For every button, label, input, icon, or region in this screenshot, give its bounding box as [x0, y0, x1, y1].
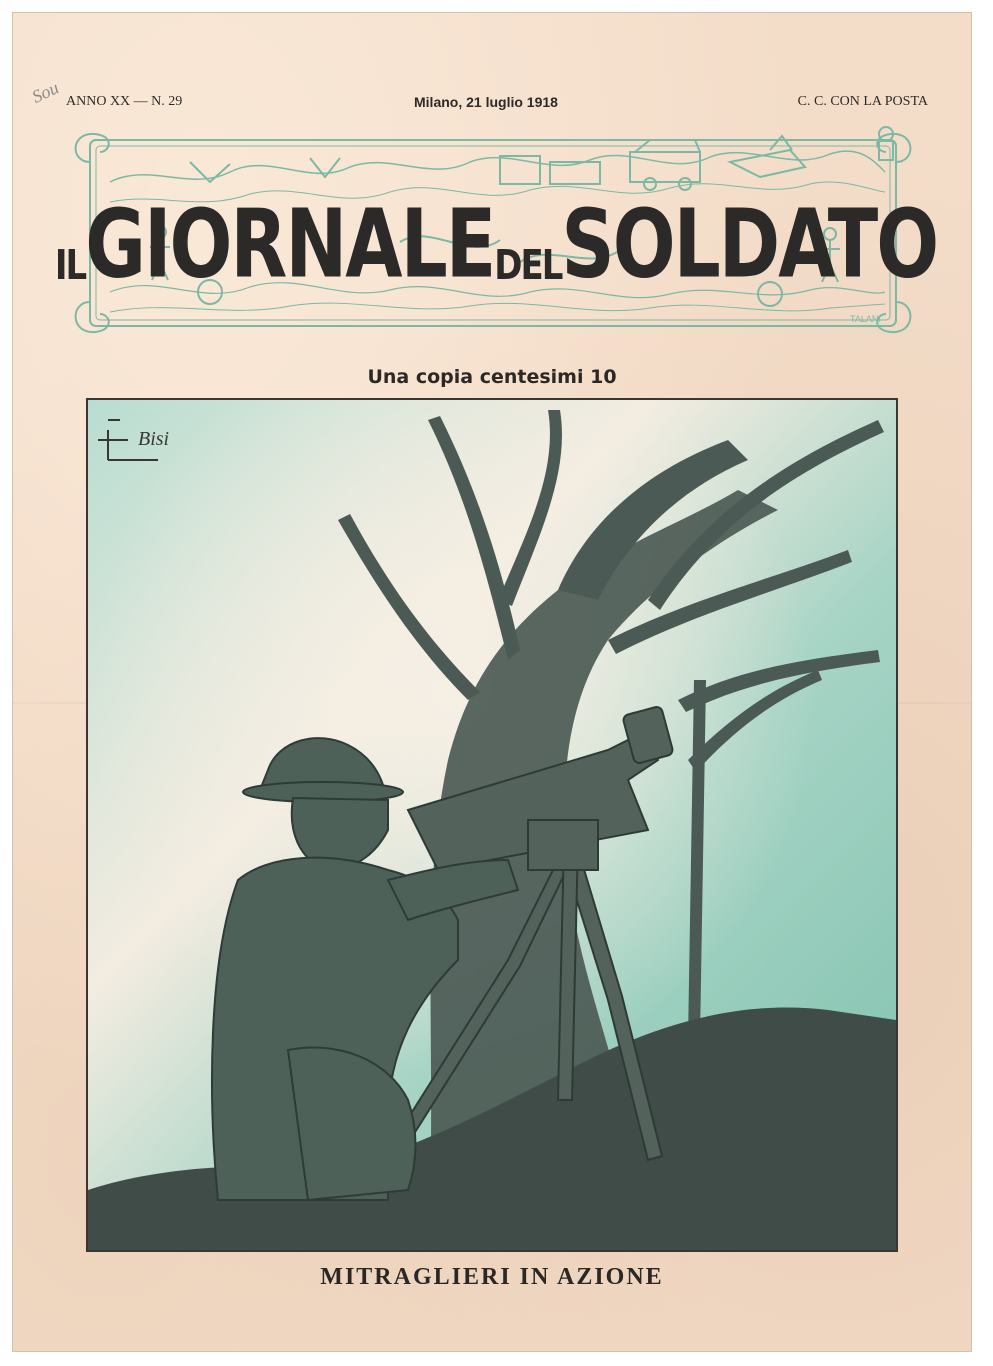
header-line — [12, 94, 972, 114]
issue-number: ANNO XX — N. 29 — [66, 94, 183, 109]
cover-illustration — [86, 398, 898, 1252]
title-del: DEL — [494, 242, 562, 290]
newspaper-page — [12, 12, 972, 1352]
issue-date: Milano, 21 luglio 1918 — [414, 94, 558, 110]
price-line: Una copia centesimi 10 — [367, 366, 617, 388]
newspaper-title — [54, 189, 938, 300]
title-il: IL — [54, 242, 86, 290]
masthead — [54, 122, 938, 344]
pencil-note: Sou — [28, 77, 62, 107]
postal-note: C. C. CON LA POSTA — [797, 94, 928, 109]
machine-gunner-drawing — [88, 400, 896, 1250]
title-giornale: GIORNALE — [85, 189, 495, 300]
engraver-name: TALANI — [850, 314, 881, 324]
illustration-caption: MITRAGLIERI IN AZIONE — [320, 1264, 664, 1290]
title-soldato: SOLDATO — [561, 189, 938, 300]
artist-signature: Bisi — [138, 428, 170, 450]
